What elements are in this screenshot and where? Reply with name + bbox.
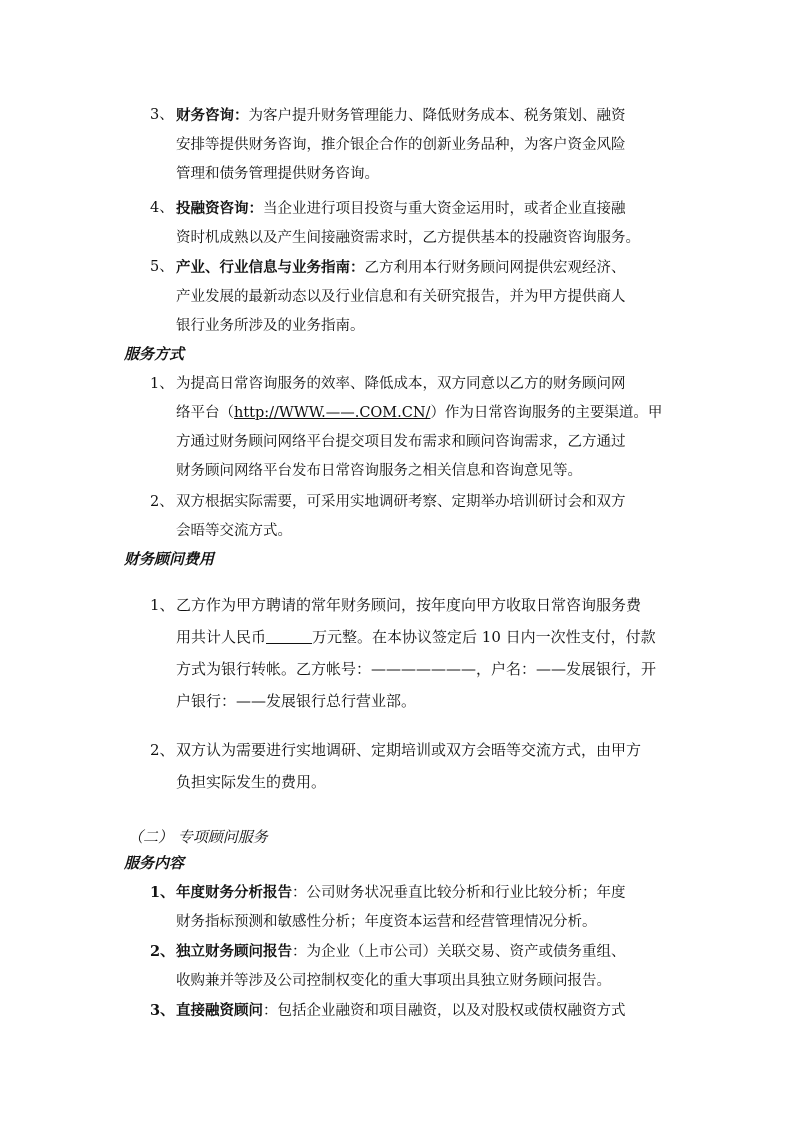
amount-blank: [266, 628, 312, 644]
section-heading-fee: 财务顾问费用: [124, 550, 215, 568]
item-title: 产业、行业信息与业务指南：: [176, 259, 365, 276]
item-number: 1、: [150, 596, 175, 614]
item-number: 5、: [150, 259, 174, 275]
section-subheading-content: 服务内容: [124, 854, 185, 872]
item-title: 投融资咨询：: [176, 200, 263, 217]
item-title: 独立财务顾问报告: [176, 943, 292, 960]
item-number: 3、: [150, 107, 174, 123]
item-number: 1、: [150, 884, 175, 901]
website-link[interactable]: http://WWW.——.COM.CN/: [234, 405, 431, 421]
item-title: 年度财务分析报告: [176, 884, 292, 901]
item-number: 4、: [150, 200, 174, 216]
section-heading-special: （二） 专项顾问服务: [128, 828, 268, 846]
section-heading-service-mode: 服务方式: [124, 345, 185, 363]
item-number: 1、: [150, 376, 174, 392]
item-number: 3、: [150, 1002, 175, 1019]
item-title: 财务咨询：: [176, 107, 249, 124]
document-page: 3、 财务咨询：为客户提升财务管理能力、降低财务成本、税务策划、融资 安排等提供财务咨询，推介银企合作的创新业务品种，为客户资金风险 管理和债务管理提供财务咨询。 4、 投融资咨询：当企业进行项目投资与重大资金运用时，或者企业直接融 资时机成熟以及产生间接融资需求时，乙方提供基本的投融资咨询服务。 5、 产业、行业信息与业务指南：乙方利用本行财务顾问网提供宏观经济、 产业发展的最新动态以及行业信息和有关研究报告，并为甲方提供商人 银行业务所涉及的业务指南。 服务方式 1、 为提高日常咨询服务的效率、降低成本，双方同意以乙方的财务顾问网 络平台（http://WWW.——.COM.CN/）作为日常咨询服务的主要渠道。甲 方通过财务顾问网络平台提交项目发布需求和顾问咨询需求，乙方通过 财务顾问网络平台发布日常咨询服务之相关信息和咨询意见等。 2、 双方根据实际需要，可采用实地调研考察、定期举办培训研讨会和双方 会晤等交流方式。 财务顾问费用 1、 乙方作为甲方聘请的常年财务顾问，按年度向甲方收取日常咨询服务费 用共计人民币 万元整。在本协议签定后 10 日内一次性支付，付款 方式为银行转帐。乙方帐号：———————，户名：——发展银行，开 户银行：——发展银行总行营业部。 2、 双方认为需要进行实地调研、定期培训或双方会晤等交流方式，由甲方 负担实际发生的费用。 （二） 专项顾问服务 服务内容 1、 年度财务分析报告：公司财务状况垂直比较分析和行业比较分析；年度 财务指标预测和敏感性分析；年度资本运营和经营管理情况分析。 2、 独立财务顾问报告：为企业（上市公司）关联交易、资产或债务重组、 收购兼并等涉及公司控制权变化的重大事项出具独立财务顾问报告。 3、 直接融资顾问：包括企业融资和项目融资，以及对股权或债权融资方式: [0, 0, 800, 1132]
item-number: 2、: [150, 494, 174, 510]
item-number: 2、: [150, 943, 175, 960]
item-title: 直接融资顾问: [176, 1002, 263, 1019]
item-number: 2、: [150, 741, 175, 759]
